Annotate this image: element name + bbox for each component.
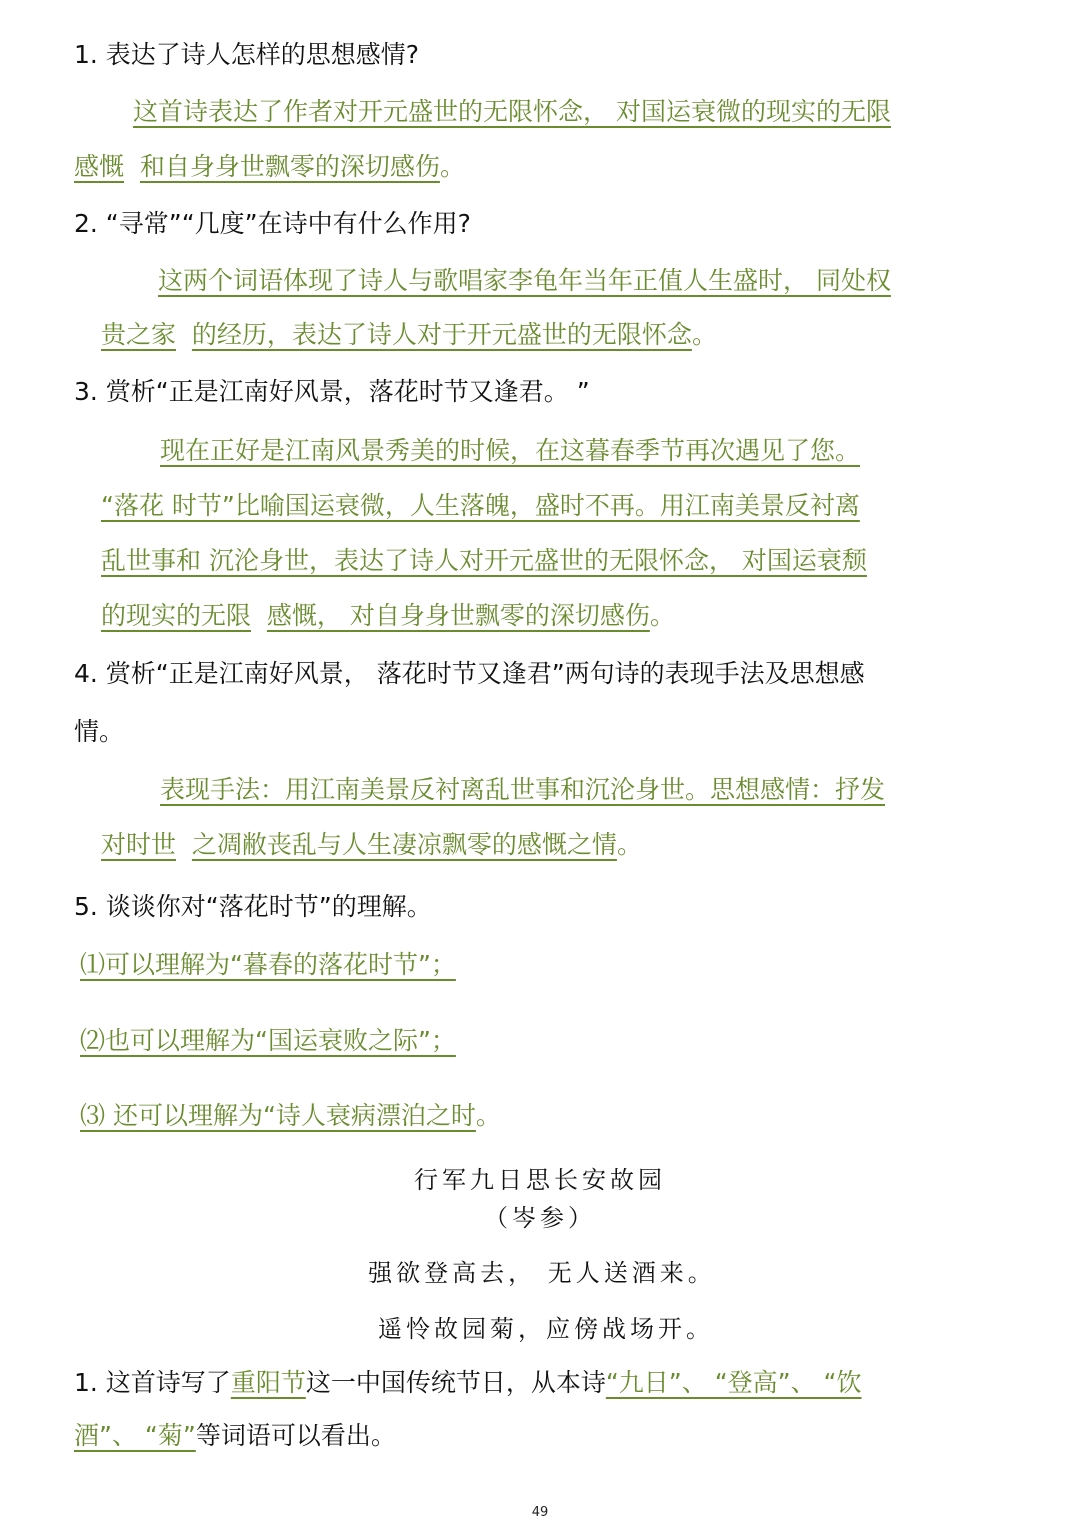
answer-4-line2 xyxy=(101,830,642,860)
answer-4-line1: 表现手法：用江南美景反衬离乱世事和沉沦身世。思想感情：抒发 xyxy=(160,775,886,804)
answer-1-line2 xyxy=(74,152,465,182)
answer-3-line1: 现在正好是江南风景秀美的时候，在这暮春季节再次遇见了您。 xyxy=(160,436,861,465)
answer-3-line2: “落花 时节”比喻国运衰微，人生落魄，盛时不再。用江南美景反衬离 xyxy=(101,491,860,520)
answer-1-part-b: 和自身身世飘零的深切感伤 xyxy=(139,152,440,181)
answer-3-part-a: 的现实的无限 xyxy=(101,601,252,630)
answer-2-line2 xyxy=(101,320,717,350)
answer-1-line1: 这首诗表达了作者对开元盛世的无限怀念， 对国运衰微的现实的无限 xyxy=(133,97,891,126)
s2q1-suffix: 等词语可以看出。 xyxy=(195,1421,396,1450)
answer-2-line1: 这两个词语体现了诗人与歌唱家李龟年当年正值人生盛时， 同处权 xyxy=(158,266,891,295)
answer-3-part-b: 感慨， 对自身身世飘零的深切感伤 xyxy=(266,601,650,630)
question-1: 1. 表达了诗人怎样的思想感情? xyxy=(74,40,420,69)
s2q1-prefix: 1. 这首诗写了 xyxy=(74,1368,231,1397)
answer-5-item1: ⑴可以理解为“暮春的落花时节”； xyxy=(80,950,456,979)
answer-2-part-a: 贵之家 xyxy=(101,320,177,349)
answer-5-item3-line xyxy=(80,1101,501,1131)
section2-question-1-line2 xyxy=(74,1421,396,1451)
page-number: 49 xyxy=(531,1505,549,1520)
answer-3-end: 。 xyxy=(649,601,675,630)
s2q1-words-2: 酒”、 “菊” xyxy=(74,1421,196,1450)
question-3: 3. 赏析“正是江南好风景，落花时节又逢君。 ” xyxy=(74,377,590,406)
answer-5-item2: ⑵也可以理解为“国运衰败之际”； xyxy=(80,1026,456,1055)
answer-5-item3-end: 。 xyxy=(475,1101,501,1130)
poem-author: （岑参） xyxy=(484,1204,596,1232)
poem-line-2: 遥怜故园菊，应傍战场开。 xyxy=(378,1315,714,1343)
answer-4-end: 。 xyxy=(616,830,642,859)
s2q1-mid: 这一中国传统节日，从本诗 xyxy=(305,1368,606,1397)
poem-line-1: 强欲登高去， 无人送酒来。 xyxy=(368,1259,716,1287)
answer-3-line3: 乱世事和 沉沦身世，表达了诗人对开元盛世的无限怀念， 对国运衰颓 xyxy=(101,546,867,575)
question-5: 5. 谈谈你对“落花时节”的理解。 xyxy=(74,892,432,921)
s2q1-festival: 重阳节 xyxy=(230,1368,306,1397)
question-2: 2. “寻常”“几度”在诗中有什么作用? xyxy=(74,209,471,238)
answer-1-part-a: 感慨 xyxy=(74,152,125,181)
answer-5-item3: ⑶ 还可以理解为“诗人衰病漂泊之时 xyxy=(80,1101,476,1130)
answer-1-end: 。 xyxy=(439,152,465,181)
answer-2-end: 。 xyxy=(691,320,717,349)
poem-title: 行军九日思长安故园 xyxy=(414,1166,666,1194)
answer-3-line4 xyxy=(101,601,675,631)
section2-question-1-line1 xyxy=(74,1368,862,1398)
answer-4-part-a: 对时世 xyxy=(101,830,177,859)
question-4-line2: 情。 xyxy=(74,717,125,746)
s2q1-words-1: “九日”、 “登高”、 “饮 xyxy=(605,1368,862,1397)
answer-2-part-b: 的经历，表达了诗人对于开元盛世的无限怀念 xyxy=(191,320,692,349)
question-4-line1: 4. 赏析“正是江南好风景， 落花时节又逢君”两句诗的表现手法及思想感 xyxy=(74,659,865,688)
answer-4-part-b: 之凋敝丧乱与人生凄凉飘零的感慨之情 xyxy=(191,830,617,859)
